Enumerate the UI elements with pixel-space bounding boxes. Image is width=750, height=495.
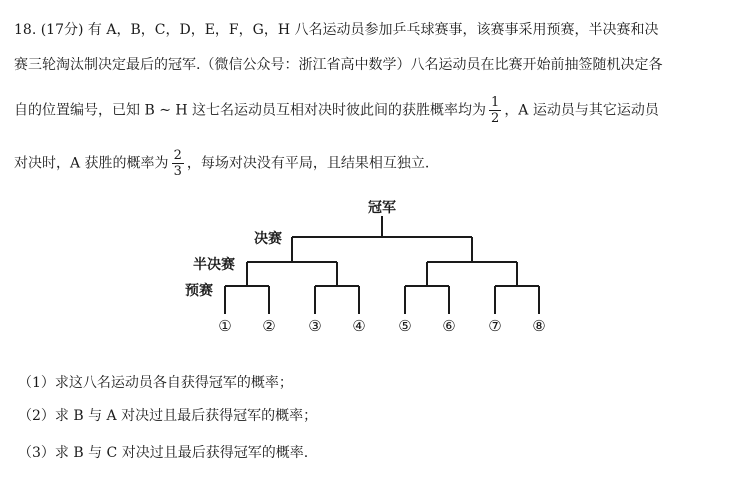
seed-3: ③ (308, 317, 322, 335)
problem-text-line-4a: 对决时，A 获胜的概率为 (14, 155, 169, 172)
problem-text-line-4b: ，每场对决没有平局，且结果相互独立. (186, 155, 430, 172)
final-round-label: 决赛 (254, 231, 282, 247)
seed-4: ④ (352, 317, 366, 335)
seed-1: ① (218, 317, 232, 335)
champion-label: 冠军 (368, 200, 396, 216)
seed-8: ⑧ (532, 317, 546, 335)
problem-number: 18. (14, 22, 37, 38)
problem-points: (17分) (40, 22, 84, 38)
question-1: （1）求这八名运动员各自获得冠军的概率； (18, 375, 293, 391)
seed-6: ⑥ (442, 317, 456, 335)
question-3: （3）求 B 与 C 对决过且最后获得冠军的概率. (18, 445, 309, 461)
problem-text-line-2: 赛三轮淘汰制决定最后的冠军.（微信公众号：浙江省高中数学）八名运动员在比赛开始前抽签随机决定各 (14, 57, 663, 73)
question-2: （2）求 B 与 A 对决过且最后获得冠军的概率； (18, 408, 318, 424)
problem-text-line-3b: ，A 运动员与其它运动员 (504, 102, 659, 119)
fraction-two-thirds: $\frac{2}{3}$ (173, 148, 182, 179)
seed-7: ⑦ (488, 317, 502, 335)
problem-text-line-1: 有 A，B，C，D，E，F，G，H 八名运动员参加乒乓球赛事，该赛事采用预赛，半决赛和决 (87, 22, 659, 38)
semifinal-round-label: 半决赛 (193, 257, 235, 273)
fraction-one-half: $\frac{1}{2}$ (491, 95, 500, 126)
seed-2: ② (262, 317, 276, 335)
problem-text-line-3a: 自的位置编号，已知 B ~ H 这七名运动员互相对决时彼此间的获胜概率均为 (14, 102, 487, 119)
preliminary-round-label: 预赛 (185, 283, 213, 299)
seed-5: ⑤ (398, 317, 412, 335)
